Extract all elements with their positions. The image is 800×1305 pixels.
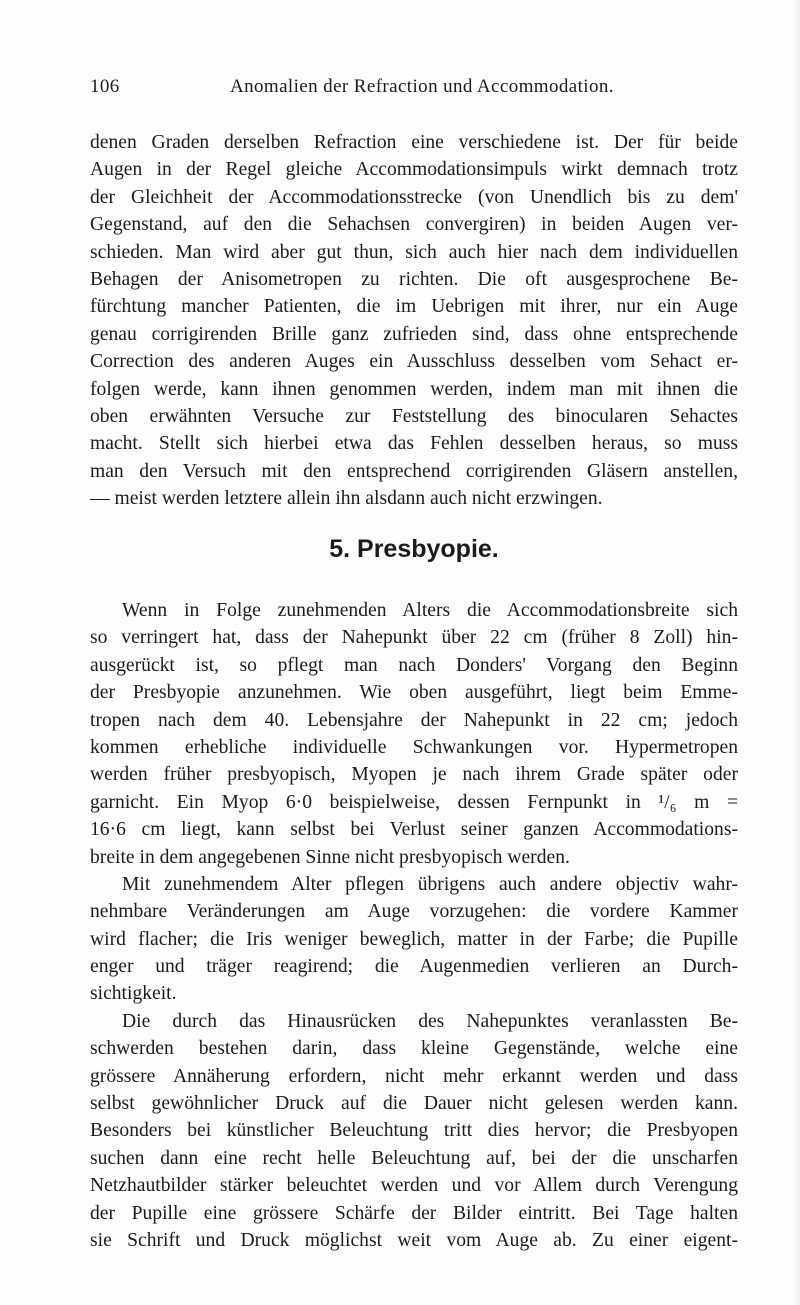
text-line: breite in dem angegebenen Sinne nicht presbyopisch werden. — [90, 846, 570, 868]
paragraph — [90, 597, 738, 871]
text-line: tropen nach dem 40. Lebensjahre der Nahepunkt in 22 cm; jedoch — [90, 709, 738, 731]
text-line: schwerden bestehen darin, dass kleine Gegenstände, welche eine — [90, 1038, 738, 1060]
text-line: fürchtung mancher Patienten, die im Uebrigen mit ihrer, nur ein Auge — [90, 296, 738, 318]
text-line: man den Versuch mit den entsprechend corrigirenden Gläsern anstellen, — [90, 460, 738, 482]
page-number: 106 — [90, 76, 120, 97]
text-line: der Pupille eine grössere Schärfe der Bilder eintritt. Bei Tage halten — [90, 1202, 738, 1224]
text-line: Correction des anderen Auges ein Ausschluss desselben vom Sehact er- — [90, 351, 738, 373]
page-edge-shadow — [794, 0, 800, 1305]
text-line: Wenn in Folge zunehmenden Alters die Accommodationsbreite sich — [122, 600, 738, 621]
text-line: grössere Annäherung erfordern, nicht mehr erkannt werden und dass — [90, 1065, 738, 1087]
text-line: wird flacher; die Iris weniger beweglich, matter in der Farbe; die Pupille — [90, 928, 738, 950]
text-line: Die durch das Hinausrücken des Nahepunktes veranlassten Be- — [122, 1010, 738, 1032]
text-line: schieden. Man wird aber gut thun, sich auch hier nach dem individuellen — [90, 241, 738, 263]
text-line: werden früher presbyopisch, Myopen je nach ihrem Grade später oder — [90, 764, 738, 786]
text-line: sie Schrift und Druck möglichst weit vom Auge ab. Zu einer eigent- — [90, 1229, 738, 1251]
text-line: denen Graden derselben Refraction eine verschiedene ist. Der für beide — [90, 132, 738, 153]
text-line: selbst gewöhnlicher Druck auf die Dauer nicht gelesen werden kann. — [90, 1093, 738, 1115]
text-line: suchen dann eine recht helle Beleuchtung auf, bei der die unscharfen — [90, 1147, 738, 1169]
text-line: oben erwähnten Versuche zur Feststellung des binocularen Sehactes — [90, 405, 738, 427]
text-line: macht. Stellt sich hierbei etwa das Fehlen desselben heraus, so muss — [90, 433, 738, 455]
text-line: nehmbare Veränderungen am Auge vorzugehen: die vordere Kammer — [90, 901, 738, 923]
text-line: enger und träger reagirend; die Augenmedien verlieren an Durch- — [90, 956, 738, 978]
text-line: Behagen der Anisometropen zu richten. Die oft ausgesprochene Be- — [90, 268, 738, 290]
text-line: der Gleichheit der Accommodationsstrecke (von Unendlich bis zu dem' — [90, 186, 738, 208]
paragraph-continued — [90, 129, 738, 512]
text-line: genau corrigirenden Brille ganz zufrieden sind, dass ohne entsprechende — [90, 323, 738, 345]
text-line: so verringert hat, dass der Nahepunkt über 22 cm (früher 8 Zoll) hin- — [90, 627, 738, 649]
paragraph — [90, 1008, 738, 1255]
text-line: Augen in der Regel gleiche Accommodationsimpuls wirkt demnach trotz — [90, 159, 738, 181]
text-line: Besonders bei künstlicher Beleuchtung tritt dies hervor; die Presbyopen — [90, 1120, 738, 1142]
text-line: 16·6 cm liegt, kann selbst bei Verlust seiner ganzen Accommodations- — [90, 819, 738, 841]
paragraph — [90, 871, 738, 1008]
section-heading: 5. Presbyopie. — [329, 535, 499, 563]
text-line: sichtigkeit. — [90, 983, 177, 1005]
running-head — [90, 76, 750, 102]
text-line: Mit zunehmendem Alter pflegen übrigens auch andere objectiv wahr- — [122, 873, 738, 895]
section-body — [90, 597, 738, 1254]
text-line: Netzhautbilder stärker beleuchtet werden und vor Allem durch Verengung — [90, 1175, 738, 1197]
text-line: garnicht. Ein Myop 6·0 beispielweise, dessen Fernpunkt in ¹/₆ m = — [90, 791, 738, 813]
text-line: ausgerückt ist, so pflegt man nach Donders' Vorgang den Beginn — [90, 654, 738, 676]
text-line: — meist werden letztere allein ihn alsdann auch nicht erzwingen. — [90, 488, 603, 510]
text-line: Gegenstand, auf den die Sehachsen convergiren) in beiden Augen ver- — [90, 214, 738, 236]
running-title: Anomalien der Refraction und Accommodation. — [230, 76, 614, 97]
text-line: kommen erhebliche individuelle Schwankungen vor. Hypermetropen — [90, 736, 738, 758]
text-line: folgen werde, kann ihnen genommen werden, indem man mit ihnen die — [90, 378, 738, 400]
text-line: der Presbyopie anzunehmen. Wie oben ausgeführt, liegt beim Emme- — [90, 682, 738, 704]
